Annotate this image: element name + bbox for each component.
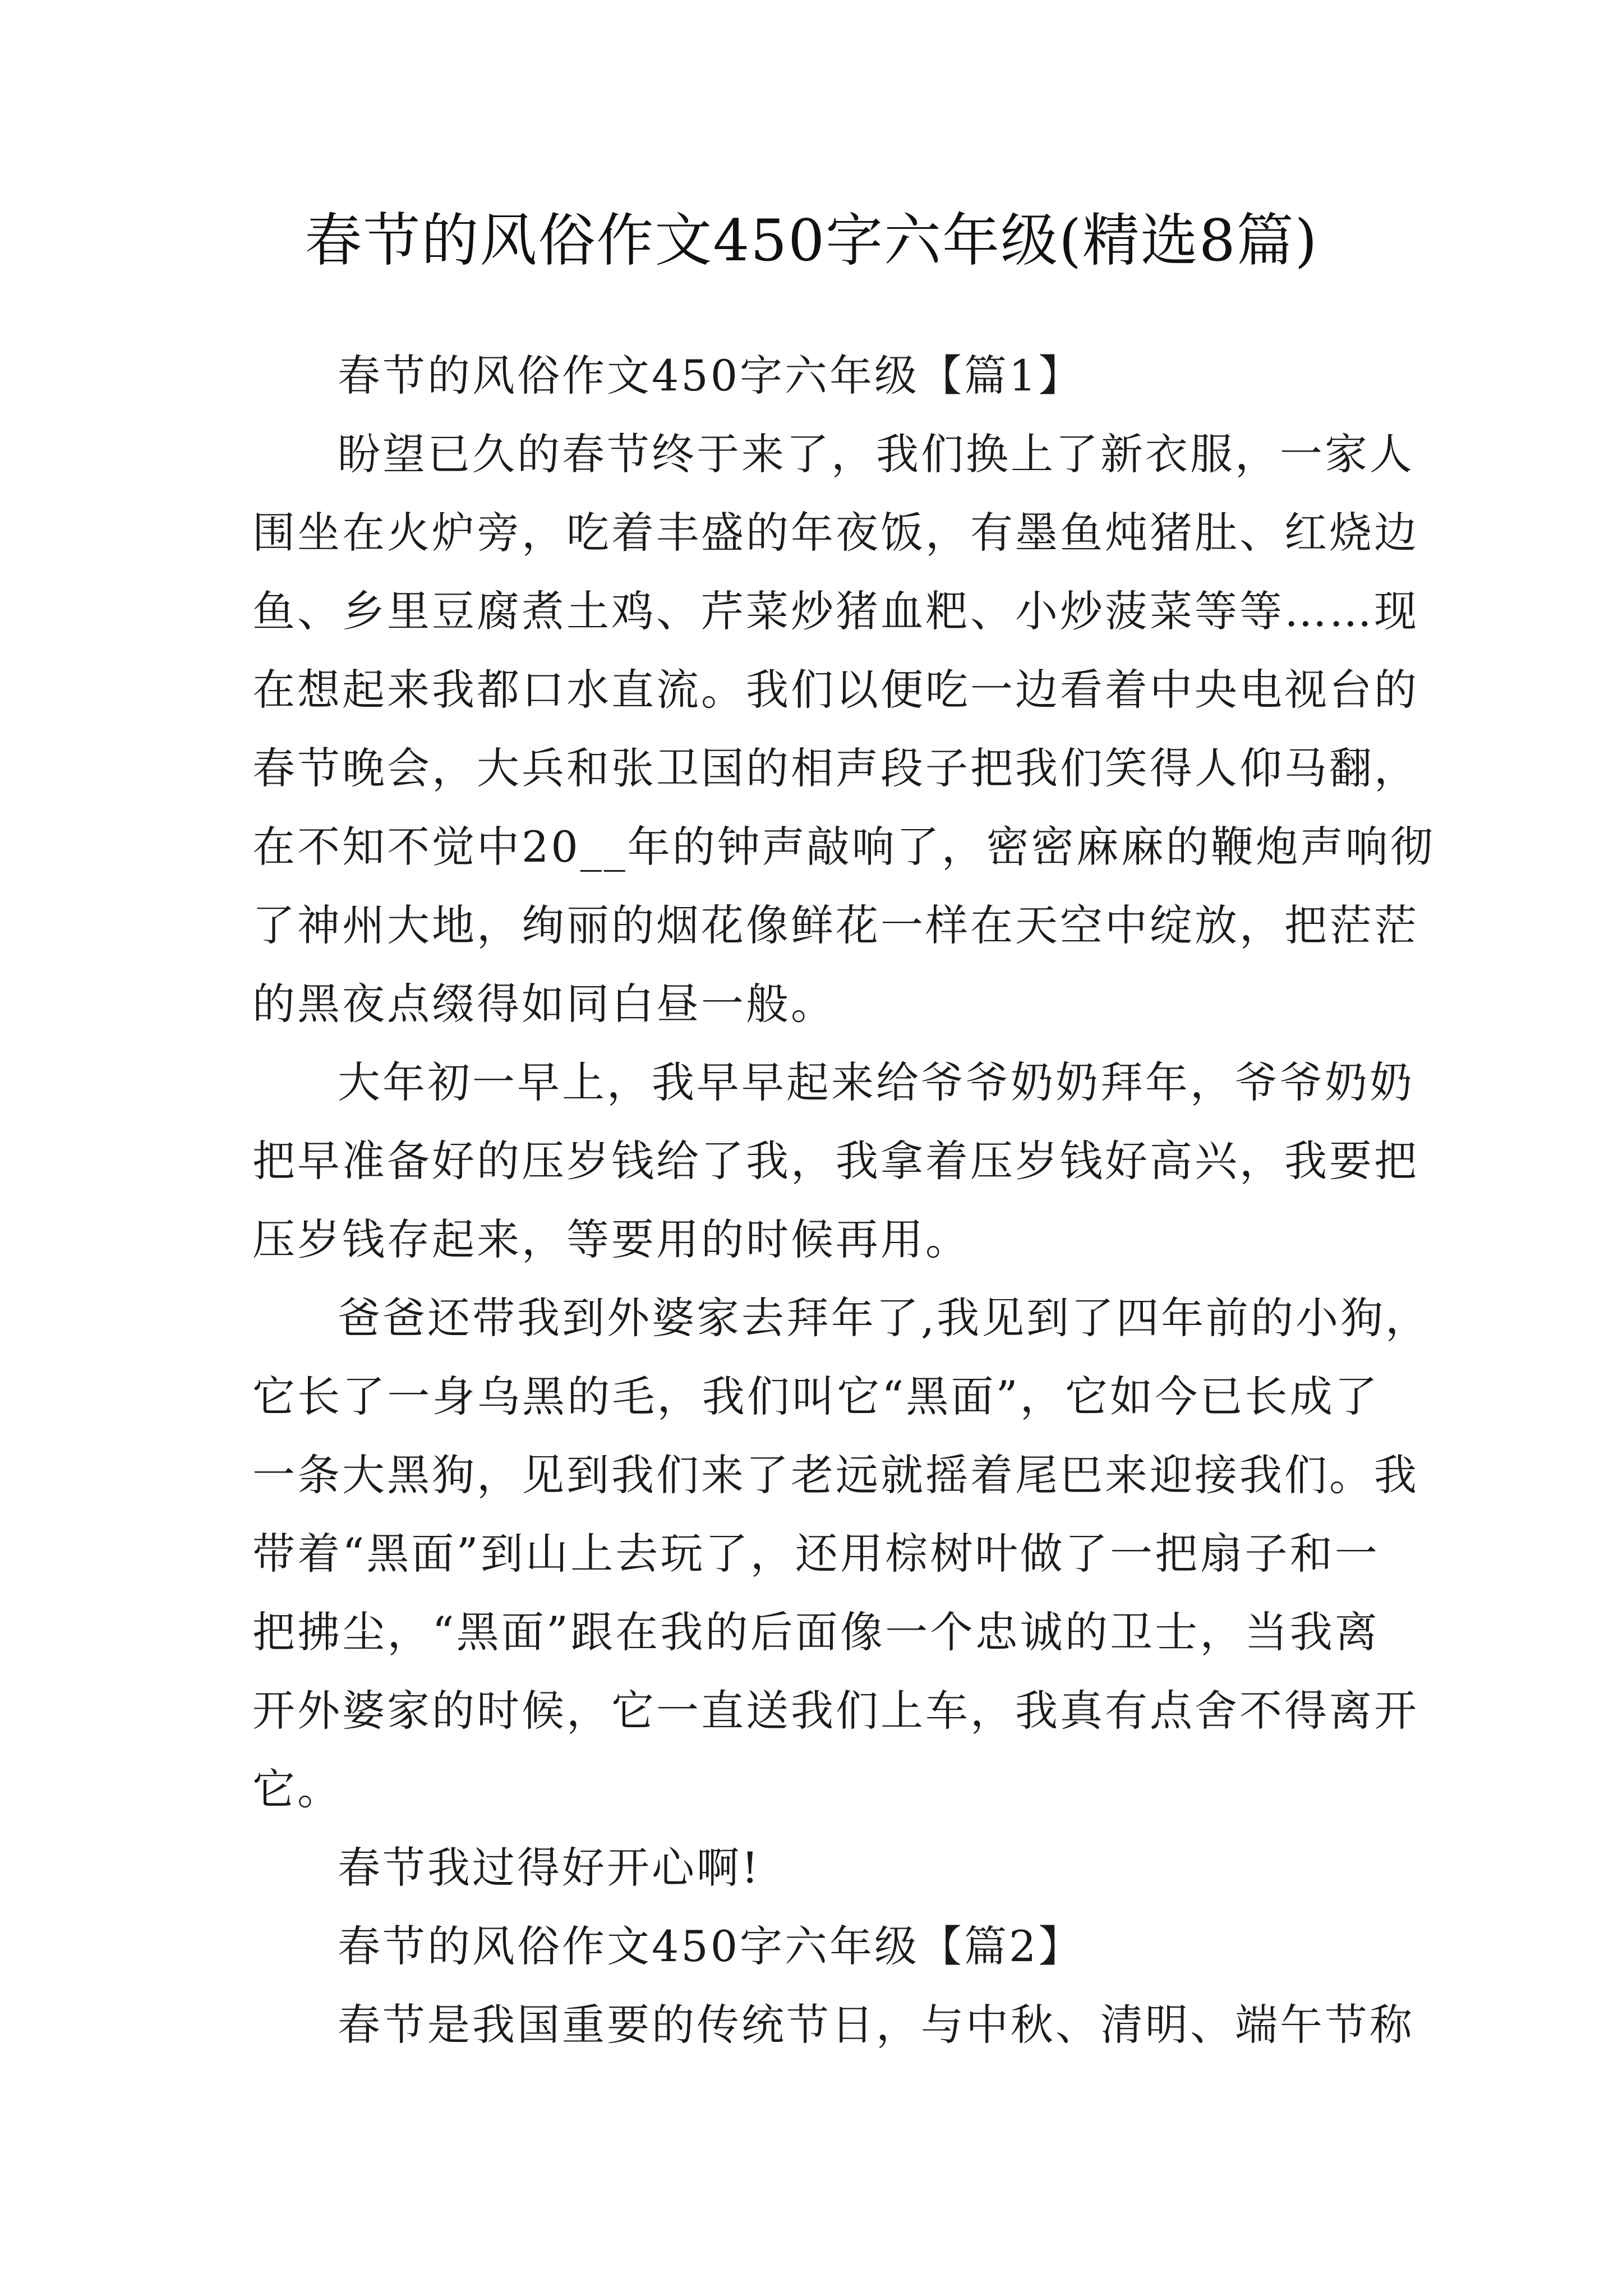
- text-line: 鱼、乡里豆腐煮土鸡、芹菜炒猪血粑、小炒菠菜等等……现: [252, 586, 1419, 636]
- text-line: 在想起来我都口水直流。我们以便吃一边看着中央电视台的: [252, 665, 1419, 715]
- text-line: 爸爸还带我到外婆家去拜年了,我见到了四年前的小狗，: [338, 1293, 1431, 1343]
- text-line: 春节晚会，大兵和张卫国的相声段子把我们笑得人仰马翻，: [252, 743, 1419, 793]
- text-line: 一条大黑狗，见到我们来了老远就摇着尾巴来迎接我们。我: [252, 1450, 1419, 1500]
- text-line: 开外婆家的时候，它一直送我们上车，我真有点舍不得离开: [252, 1686, 1419, 1736]
- document-body: [252, 337, 1435, 2064]
- document-title: 春节的风俗作文450字六年级(精选8篇): [305, 208, 1318, 274]
- text-line: 压岁钱存起来，等要用的时候再用。: [252, 1214, 970, 1264]
- text-line: 春节是我国重要的传统节日，与中秋、清明、端午节称: [338, 2000, 1414, 2050]
- text-line: 春节的风俗作文450字六年级【篇2】: [338, 1921, 1083, 1971]
- text-line: 围坐在火炉旁，吃着丰盛的年夜饭，有墨鱼炖猪肚、红烧边: [252, 508, 1419, 558]
- text-line: 把拂尘，“黑面”跟在我的后面像一个忠诚的卫士，当我离: [252, 1607, 1380, 1657]
- text-line: 了神州大地，绚丽的烟花像鲜花一样在天空中绽放，把茫茫: [252, 900, 1419, 950]
- text-line: 的黑夜点缀得如同白昼一般。: [252, 979, 836, 1029]
- text-line: 春节的风俗作文450字六年级【篇1】: [338, 351, 1083, 401]
- text-line: 盼望已久的春节终于来了，我们换上了新衣服，一家人: [338, 429, 1414, 479]
- text-line: 带着“黑面”到山上去玩了，还用棕树叶做了一把扇子和一: [252, 1529, 1380, 1579]
- text-line: 春节我过得好开心啊!: [338, 1843, 761, 1893]
- text-line: 大年初一早上，我早早起来给爷爷奶奶拜年，爷爷奶奶: [338, 1057, 1414, 1107]
- text-line: 它。: [252, 1764, 342, 1814]
- text-line: 把早准备好的压岁钱给了我，我拿着压岁钱好高兴，我要把: [252, 1136, 1419, 1186]
- text-line: 它长了一身乌黑的毛，我们叫它“黑面”，它如今已长成了: [252, 1372, 1380, 1421]
- text-line: 在不知不觉中20__年的钟声敲响了，密密麻麻的鞭炮声响彻: [252, 822, 1435, 872]
